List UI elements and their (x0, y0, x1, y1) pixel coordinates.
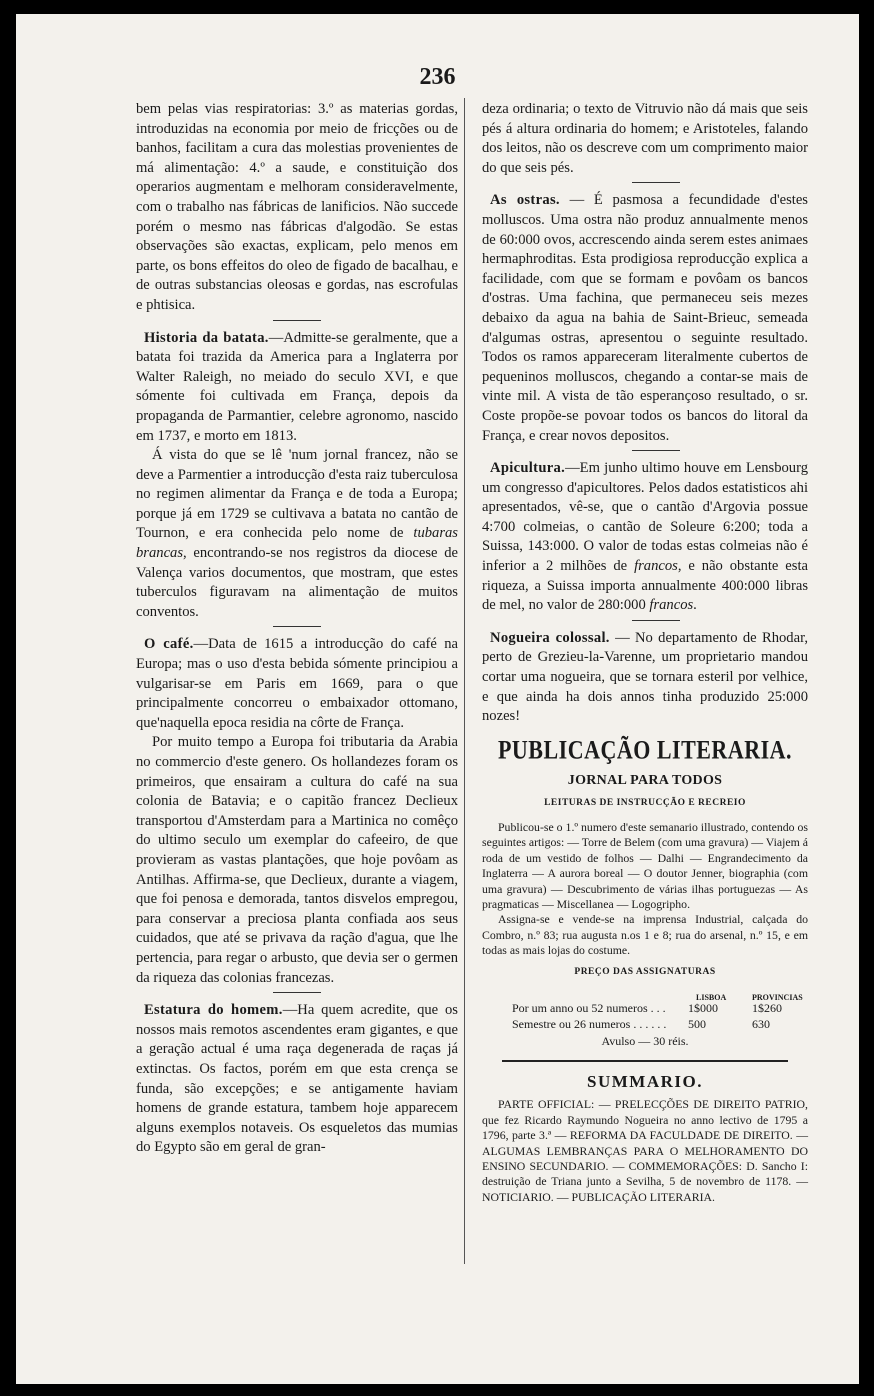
separator (273, 320, 321, 321)
left-column (136, 100, 458, 1158)
article-heading: Estatura do homem. (144, 1002, 283, 1019)
price-provincias: 1$260 (752, 1001, 782, 1016)
right-column (482, 100, 808, 1205)
price-lisboa: 500 (688, 1017, 706, 1032)
italic-term: francos (634, 558, 678, 575)
article-text: . (693, 597, 697, 614)
article-text: — No departamento de Rhodar, perto de Grezieu-la-Varenne, um proprietario mandou cortar uma nogueira, que se tornara esteril por velhice, e que ainda ha dois annos tinha produzido 25:000 nozes! (482, 629, 809, 725)
article-nogueira (482, 629, 808, 727)
article-heading: Historia da batata. (144, 329, 269, 346)
publication-subtitle: JORNAL PARA TODOS (567, 772, 723, 788)
separator (273, 992, 321, 993)
article-homem (136, 1001, 458, 1158)
summary-text: PARTE OFFICIAL: — PRELECÇÕES DE DIREITO PATRIO, que fez Ricardo Raymundo Nogueira no anno lectivo de 1795 a 1796, parte 3.ª — REFORMA DA FACULDADE DE DIREITO. — ALGUMAS LEMBRANÇAS PARA O MELHORAMENTO DO ENSINO SECUNDARIO. — COMMEMORAÇÕES: D. Sancho I: destruição de Triana junto a Sevilha, 5 de novembro de 1178. — NOTICIARIO. — PUBLICAÇÃO LITERARIA. (482, 1097, 808, 1204)
article-text: —Ha quem acredite, que os nossos mais remotos ascendentes eram gigantes, e que a geração actual é uma raça degenerada de raças já extinctas. Os factos, porém em que esta crença se funda, são excepções; e se antigamente haviam homens de grande estatura, tambem hoje apparecem alguns exemplos notaveis. Os esqueletos das mumias do Egypto são em geral de gran- (136, 1002, 458, 1156)
article-text: —Admitte-se geralmente, que a batata foi trazida da America para a Inglaterra por Walter Raleigh, no meiado do seculo XVI, e que sómente foi cultivada em França, depois da propaganda de Parmantier, celebre agronomo, nascido em 1737, e morto em 1813. (136, 329, 458, 444)
newspaper-page (16, 14, 859, 1384)
article-text: , e não obstante esta riqueza, a Suissa importa annualmente 400:000 libras de mel, no valor de 280:000 (482, 558, 808, 614)
article-text: Á vista do que se lê 'num jornal francez, não se deve a Parmentier a introducção d'esta raiz tuberculosa no regimen alimentar da França e de toda a Europa; porque já em 1729 se cultivava a batata no cantão de Tournon, e era conhecida pelo nome de (136, 447, 458, 542)
article-continuation: bem pelas vias respiratorias: 3.º as materias gordas, introduzidas na economia por meio de fricções ou de banhos, facilitam a cura das molestias provenientes de má alimentação: 4.º a saude, e constituição dos operarios augmentam e melhoram consideravelmente, com o trabalho nas fábricas de lanificios. Não succede porém o mesmo nas fábricas d'algodão. Se estas observações são exactas, explicam, pelo menos em parte, os bons effeitos do oleo de figado de bacalhau, e de outras substancias oleosas e gordas, nas escrofulas e phtisica. (136, 101, 458, 313)
separator (632, 620, 680, 621)
price-label: Semestre ou 26 numeros . . . . . . (512, 1017, 667, 1032)
article-continuation: deza ordinaria; o texto de Vitruvio não dá mais que seis pés á altura ordinaria do homem; e Aristoteles, falando dos leitos, não os descreve com um comprimento maior do que seis pés. (482, 101, 808, 176)
article-heading: O café. (144, 636, 194, 653)
article-cafe-para2: Por muito tempo a Europa foi tributaria da Arabia no commercio d'este genero. Os hollandezes foram os primeiros, que ensairam a cultura do café na sua colonia de Batavia; e o capitão francez Declieux transportou d'Amsterdam para a Martinica no comêço do ultimo seculo um exemplar do cafeeiro, de que provieram as vastas plantações, que hoje povôam as Antilhas. Affirma-se, que Declieux, durante a viagem, que foi penosa e demorada, tantos disvelos empregou, para conservar a preciosa planta confiada aos seus cuidados, que até se privava da ração d'agua, que lhe pertencia, para regar o arbusto, que devia ser o germen da riqueza das colonias francezas. (136, 734, 458, 986)
separator (632, 182, 680, 183)
price-row (482, 1016, 808, 1032)
price-label: Por um anno ou 52 numeros . . . (512, 1001, 666, 1016)
article-apicultura (482, 459, 808, 616)
publication-subscription: Assigna-se e vende-se na imprensa Industrial, calçada do Combro, n.º 83; rua augusta n.os 1 e 8; rua do arsenal, n.º 15, e em todas as mais lojas do costume. (482, 912, 808, 958)
separator (632, 450, 680, 451)
article-text: — É pasmosa a fecundidade d'estes molluscos. Uma ostra não produz annualmente menos de 60:000 ovos, accrescendo ainda serem estes animaes hermaphroditas. Esta prodigiosa reproducção explica a facilidade, com que se formam e povôam os bancos d'ostras. Uma fachina, que permaneceu seis mezes debaixo da agua na bahia de Saint-Brieuc, semeada d'algumas ostras, apresentou o seguinte resultado. Todos os ramos appareceram literalmente cubertos de pequeninos molluscos, chegando a contar-se mais de vinte mil. A vista de tão esperançoso resultado, o sr. Coste propõe-se povoar todos os bancos do litoral da França, e crear novos depositos. (482, 192, 808, 444)
col-lisboa: LISBOA (696, 993, 727, 1003)
price-lisboa: 1$000 (688, 1001, 718, 1016)
article-heading: Nogueira colossal. (490, 629, 610, 646)
separator (273, 626, 321, 627)
article-cafe (136, 635, 458, 733)
article-batata (136, 329, 458, 447)
publication-title: PUBLICAÇÃO LITERARIA. (497, 734, 793, 765)
thick-rule (502, 1060, 788, 1062)
article-text: —Data de 1615 a introducção do café na Europa; mas o uso d'esta bebida sómente principiou a vulgarisar-se em Paris em 1669, para o que principalmente concorreu o embaixador ottomano, que'naquella epoca residia na côrte de França. (136, 636, 458, 731)
summary-title: SUMMARIO. (587, 1071, 703, 1091)
page-number: 236 (419, 64, 456, 90)
price-heading: PREÇO DAS ASSIGNATURAS (574, 966, 716, 977)
col-provincias: PROVINCIAS (752, 993, 803, 1003)
price-single: Avulso — 30 réis. (601, 1034, 689, 1049)
price-provincias: 630 (752, 1017, 770, 1032)
column-divider (464, 98, 465, 1264)
article-batata-para2 (136, 446, 458, 622)
article-text: , encontrando-se nos registros da diocese de Valença varios documentos, que mostram, que estes tuberculos figuravam na alimentação de muitos conventos. (136, 545, 458, 620)
italic-term: tubaras brancas (136, 525, 458, 562)
publication-text: Publicou-se o 1.º numero d'este semanario illustrado, contendo os seguintes artigos: — Torre de Belem (com uma gravura) — Viajem á roda de um vestido de folhos — Dalhi — Engrandecimento da Inglaterra — A aurora boreal — O doutor Jenner, biographia (com uma gravura) — Descubrimento de várias ilhas portuguezas — As pragmaticas — Miscellanea — Logogripho. (482, 820, 808, 912)
price-columns (482, 988, 808, 1003)
article-text: —Em junho ultimo houve em Lensbourg um congresso d'apicultores. Pelos dados estatisticos ahi apresentados, vê-se, que o cantão d'Argovia possue 4:700 colmeias, o cantão de Soleure 6:200; toda a Suissa, 143:000. O valor de todas estas colmeias não é inferior a 2 milhões de (482, 460, 808, 575)
scanned-page (16, 14, 859, 1384)
italic-term: francos (649, 597, 694, 614)
article-heading: As ostras. (490, 192, 560, 209)
publication-tagline: LEITURAS DE INSTRUCÇÃO E RECREIO (544, 798, 746, 809)
article-heading: Apicultura. (490, 460, 566, 477)
article-ostras (482, 191, 808, 446)
price-row (482, 1000, 808, 1016)
